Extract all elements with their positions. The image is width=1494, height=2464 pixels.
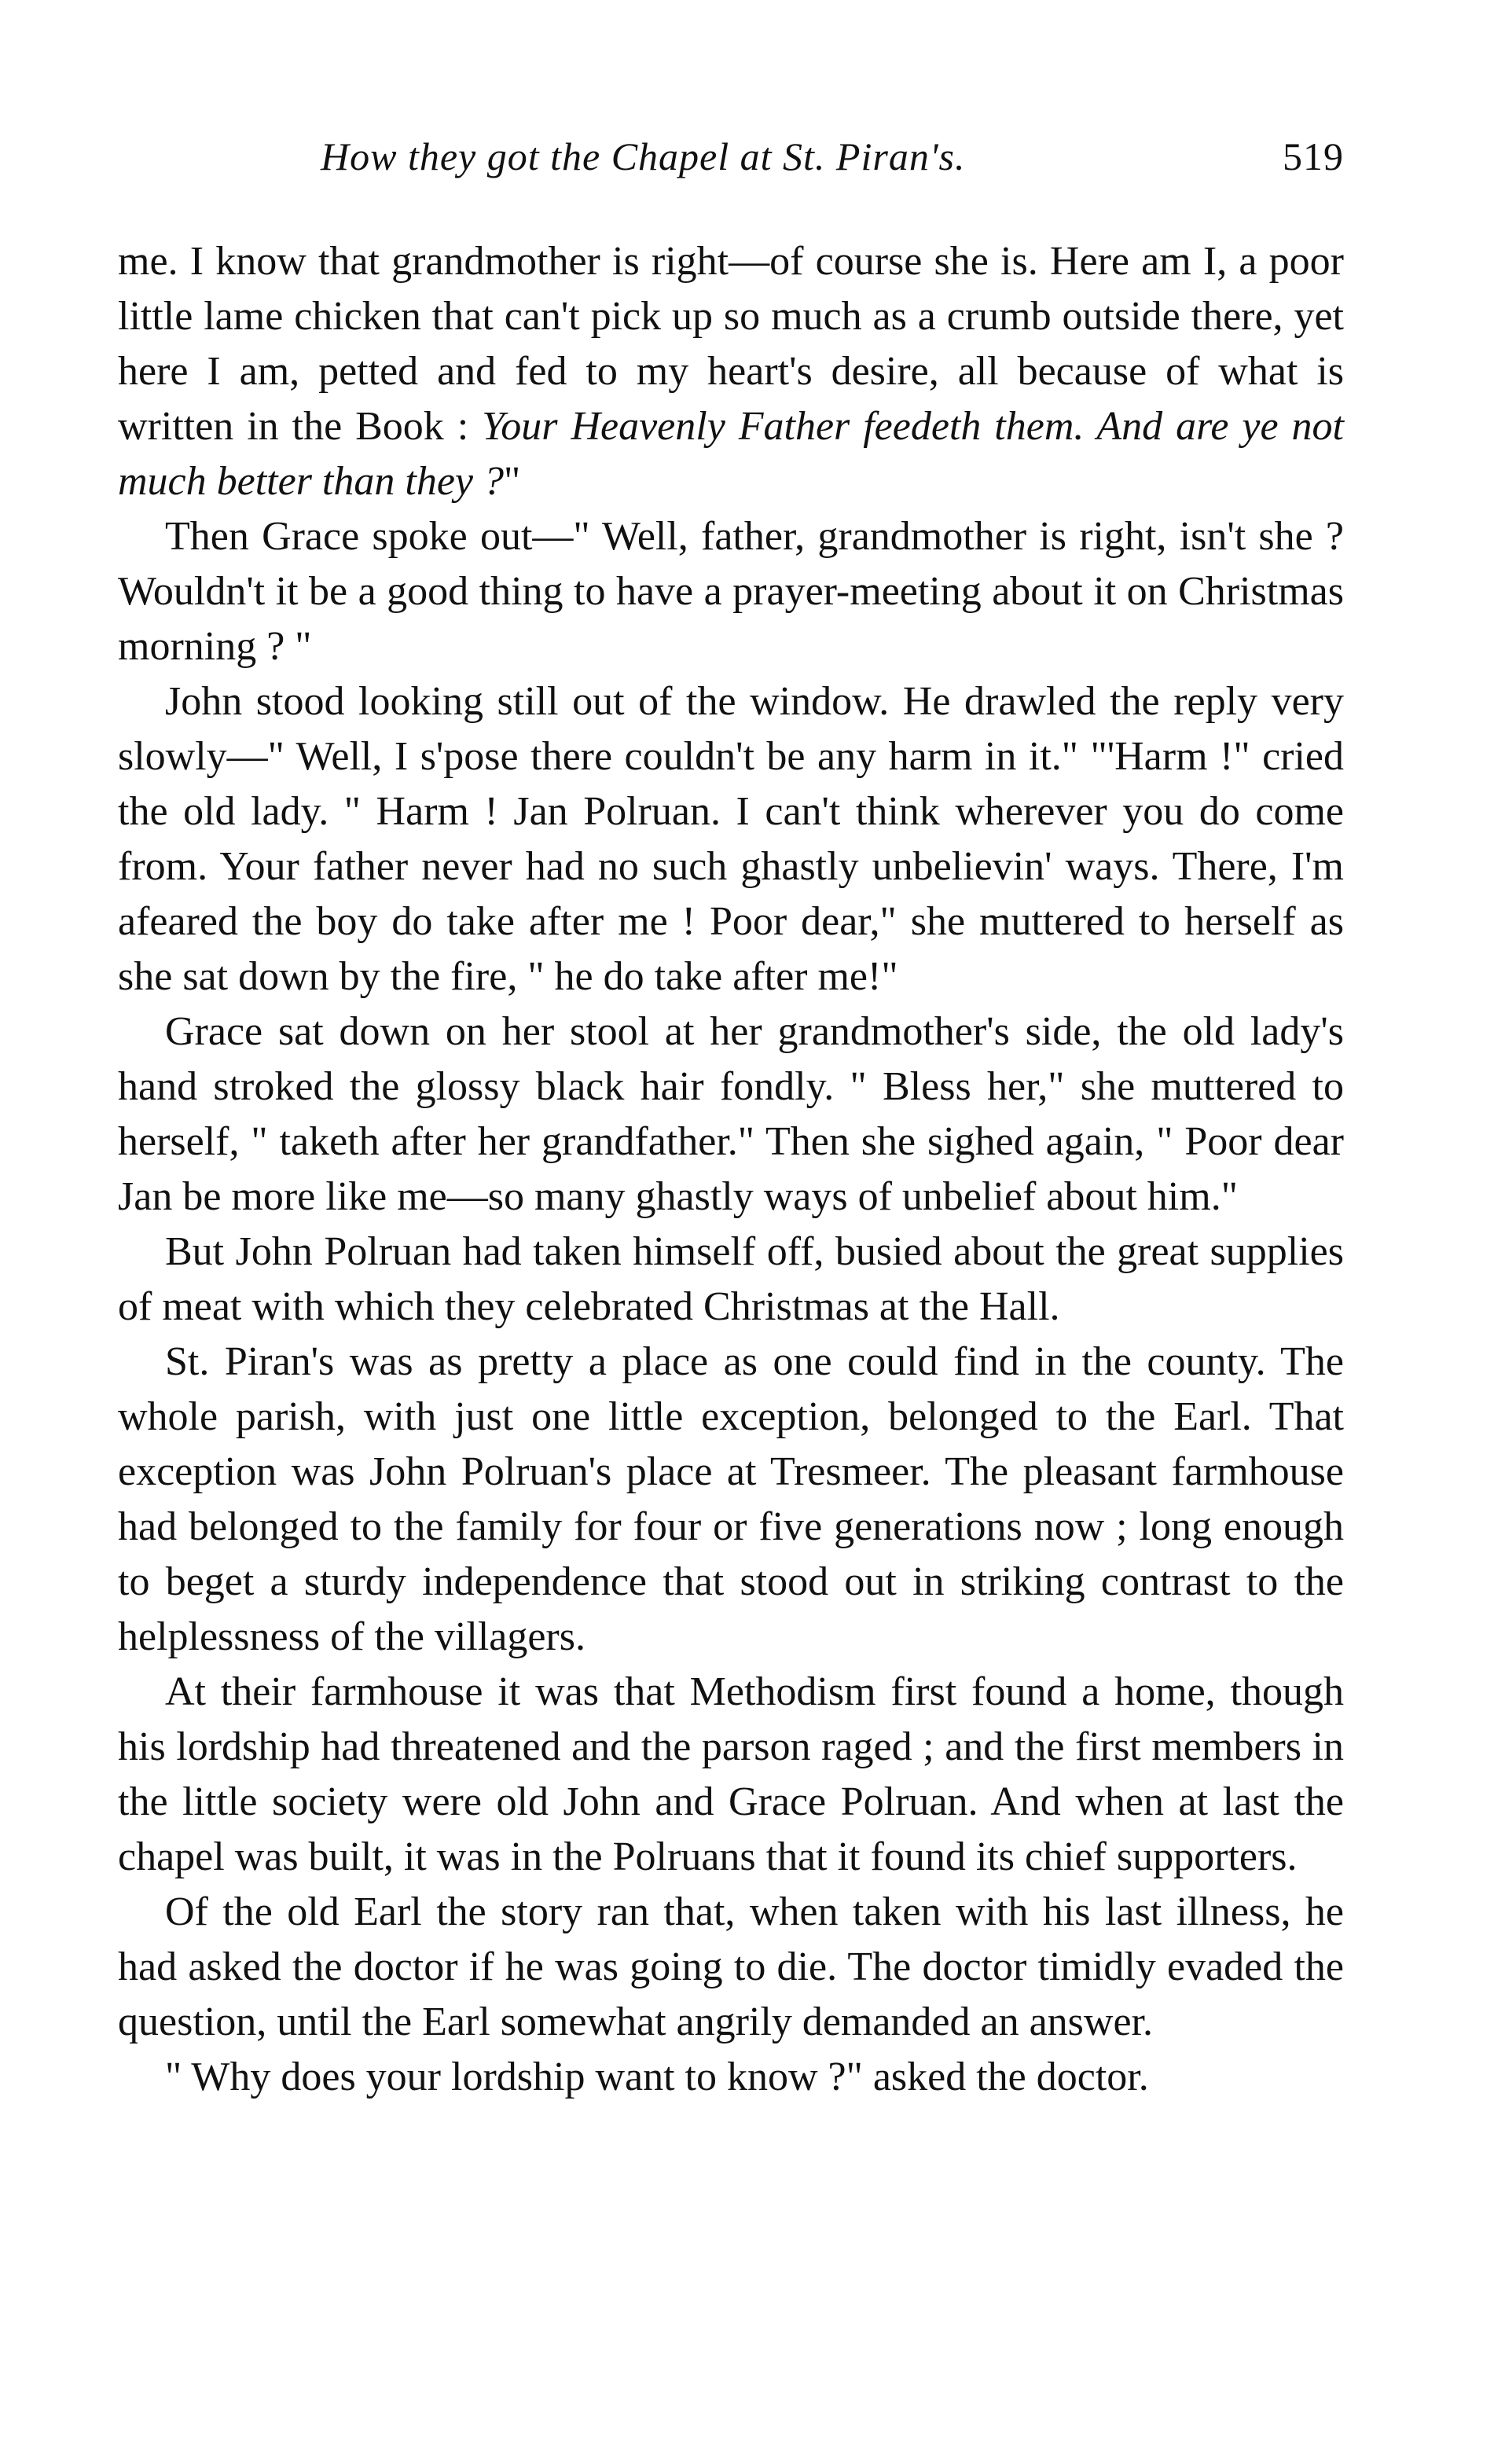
running-head — [118, 134, 1344, 196]
paragraph-text: St. Piran's was as pretty a place as one could find in the county. The whole parish, with just one little exception, belonged to the Earl. That exception was John Polruan's place at Tresmeer. The pleasant farmhouse had belonged to the family for four or five generations now ; long enough to beget a sturdy independence that stood out in striking contrast to the helplessness of the villagers. — [118, 1339, 1344, 1659]
paragraph-text: Then Grace spoke out—" Well, father, grandmother is right, isn't she ? Wouldn't it be a good thing to have a prayer-meeting about it on Christmas morning ? " — [118, 514, 1344, 669]
paragraph — [118, 234, 1344, 509]
paragraph — [118, 509, 1344, 674]
paragraph — [118, 1004, 1344, 1225]
paragraph-text: me. I know that grandmother is right—of course she is. Here am I, a poor little lame chicken that can't pick up so much as a crumb outside there, yet here I am, petted and fed to my heart's desire, all because of what is written in the Book : — [118, 239, 1344, 449]
paragraph — [118, 1225, 1344, 1335]
body-text — [118, 234, 1344, 2105]
running-title: How they got the Chapel at St. Piran's. — [321, 134, 966, 178]
italic-text: Your Heavenly Father feedeth them. And are ye not much better than they ? — [118, 404, 1344, 504]
paragraph-text: But John Polruan had taken himself off, busied about the great supplies of meat with which they celebrated Christmas at the Hall. — [118, 1229, 1344, 1329]
paragraph-text: Grace sat down on her stool at her grandmother's side, the old lady's hand stroked the glossy black hair fondly. " Bless her," she muttered to herself, " taketh after her grandfather." Then she sighed again, " Poor dear Jan be more like me—so many ghastly ways of unbelief about him." — [118, 1009, 1344, 1219]
paragraph-text: At their farmhouse it was that Methodism first found a home, though his lordship had threatened and the parson raged ; and the first members in the little society were old John and Grace Polruan. And when at last the chapel was built, it was in the Polruans that it found its chief supporters. — [118, 1669, 1344, 1879]
paragraph-text: Of the old Earl the story ran that, when taken with his last illness, he had asked the doctor if he was going to die. The doctor timidly evaded the question, until the Earl somewhat angrily demanded an answer. — [118, 1889, 1344, 2044]
paragraph — [118, 1885, 1344, 2050]
page-number: 519 — [1283, 134, 1344, 178]
paragraph — [118, 1665, 1344, 1885]
paragraph-text: John stood looking still out of the window. He drawled the reply very slowly—" Well, I s'pose there couldn't be any harm in it." "'Harm !" cried the old lady. " Harm ! Jan Polruan. I can't think wherever you do come from. Your father never had no such ghastly unbelievin' ways. There, I'm afeared the boy do take after me ! Poor dear," she muttered to herself as she sat down by the fire, " he do take after me!" — [118, 679, 1344, 999]
paragraph-text: " Why does your lordship want to know ?" asked the doctor. — [165, 2055, 1149, 2099]
paragraph — [118, 2050, 1344, 2105]
book-page — [118, 134, 1344, 2105]
paragraph-text: " — [503, 459, 521, 504]
paragraph — [118, 674, 1344, 1004]
paragraph — [118, 1335, 1344, 1665]
